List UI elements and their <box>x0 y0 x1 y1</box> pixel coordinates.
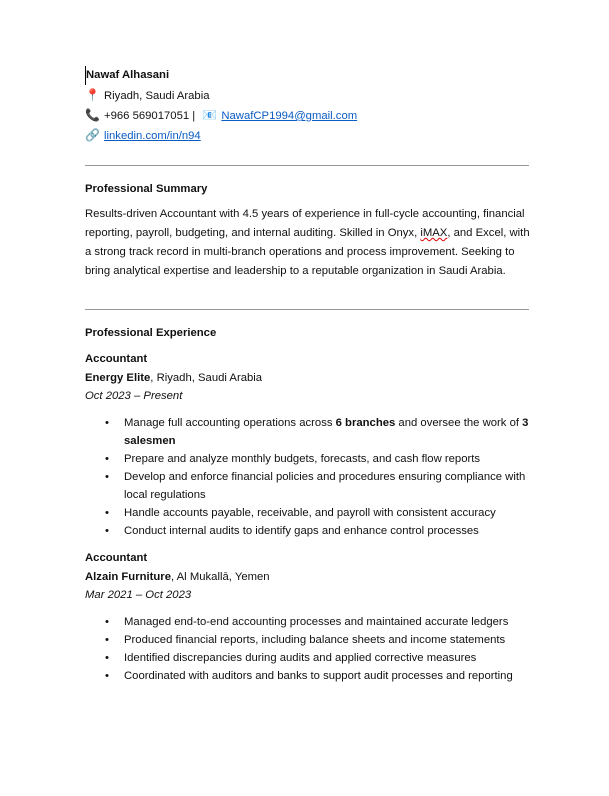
list-item: • Coordinated with auditors and banks to support audit processes and reporting <box>105 667 535 685</box>
list-item: • Handle accounts payable, receivable, and payroll with consistent accuracy <box>105 504 535 522</box>
link-icon: 🔗 <box>85 128 100 142</box>
job-bullets <box>105 613 535 685</box>
location-text: Riyadh, Saudi Arabia <box>104 90 210 102</box>
email-link[interactable]: NawafCP1994@gmail.com <box>221 110 358 122</box>
spellcheck-flag[interactable]: iMAX <box>420 227 448 239</box>
location-line <box>85 86 210 105</box>
phone-icon: 📞 <box>85 108 100 122</box>
list-item: • Develop and enforce financial policies and procedures ensuring compliance with local regulations <box>105 468 535 504</box>
linkedin-line <box>85 126 201 145</box>
email-icon: 📧 <box>202 108 218 122</box>
candidate-name: Nawaf Alhasani <box>85 66 169 85</box>
summary-text: Results-driven Accountant with 4.5 years of experience in full-cycle accounting, financial reporting, payroll, budgeting, and internal auditing. Skilled in Onyx, iMAX, and Excel, with a strong track record in multi-branch operations and process improvement. Seeking to bring analytical expertise and leadership to a reputable organization in Saudi Arabia. <box>85 208 530 277</box>
job-role: Accountant <box>85 552 148 564</box>
list-item: • Identified discrepancies during audits and applied corrective measures <box>105 649 535 667</box>
linkedin-link[interactable]: linkedin.com/in/n94 <box>104 130 201 142</box>
experience-heading: Professional Experience <box>85 327 217 339</box>
phone-text: +966 569017051 <box>104 110 190 122</box>
list-item: • Conduct internal audits to identify gaps and enhance control processes <box>105 522 535 540</box>
contact-line <box>85 106 357 125</box>
list-item: • Manage full accounting operations across 6 branches and oversee the work of 3 salesmen <box>105 414 535 450</box>
job-company: Energy Elite, Riyadh, Saudi Arabia <box>85 372 263 384</box>
map-pin-icon: 📍 <box>85 88 100 102</box>
list-item: • Produced financial reports, including balance sheets and income statements <box>105 631 535 649</box>
summary-heading: Professional Summary <box>85 183 208 195</box>
divider <box>85 165 529 166</box>
job-dates: Oct 2023 – Present <box>85 390 183 402</box>
separator: | <box>192 110 196 122</box>
list-item: • Prepare and analyze monthly budgets, forecasts, and cash flow reports <box>105 450 535 468</box>
job-company: Alzain Furniture, Al Mukallā, Yemen <box>85 571 270 583</box>
job-dates: Mar 2021 – Oct 2023 <box>85 589 192 601</box>
job-bullets <box>105 414 535 540</box>
job-role: Accountant <box>85 353 148 365</box>
list-item: • Managed end-to-end accounting processes and maintained accurate ledgers <box>105 613 535 631</box>
divider <box>85 309 529 310</box>
